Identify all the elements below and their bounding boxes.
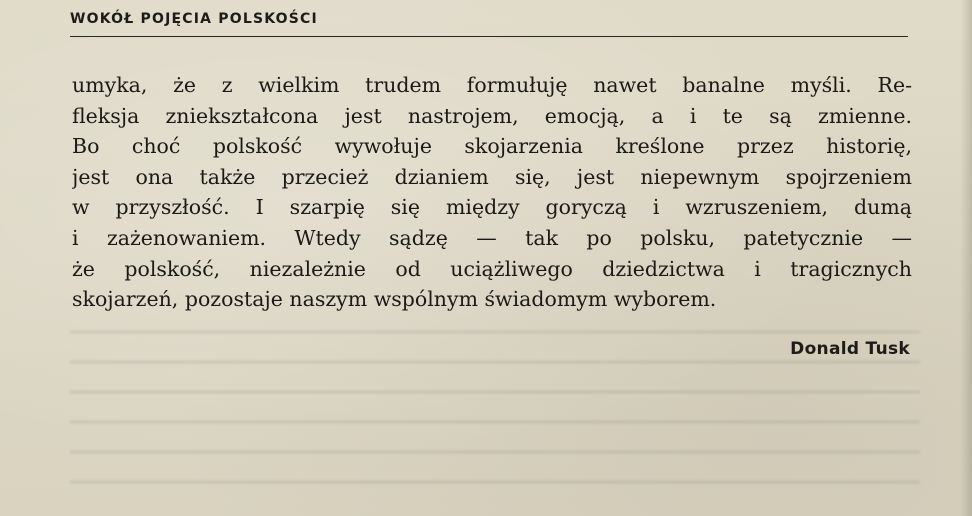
text-line: umyka, że z wielkim trudem formułuję nawet banalne myśli. Re- bbox=[72, 73, 912, 97]
text-line: że polskość, niezależnie od uciążliwego dziedzictwa i tragicznych bbox=[72, 256, 912, 281]
page-edge-shadow bbox=[960, 0, 972, 516]
show-through-texture bbox=[70, 310, 920, 510]
header-rule bbox=[70, 36, 908, 37]
running-header: WOKÓŁ POJĘCIA POLSKOŚCI bbox=[70, 11, 318, 27]
author-signature: Donald Tusk bbox=[790, 339, 910, 359]
text-line: w przyszłość. I szarpię się między goryczą i wzruszeniem, dumą bbox=[72, 195, 912, 220]
text-line: jest ona także przecież dzianiem się, jest niepewnym spojrzeniem bbox=[72, 164, 912, 189]
text-line: i zażenowaniem. Wtedy sądzę — tak po polsku, patetycznie — bbox=[72, 225, 912, 250]
text-line: fleksja zniekształcona jest nastrojem, emocją, a i te są zmienne. bbox=[72, 103, 912, 128]
text-line: Bo choć polskość wywołuje skojarzenia kreślone przez historię, bbox=[72, 134, 912, 159]
body-paragraph bbox=[72, 70, 912, 315]
text-line: skojarzeń, pozostaje naszym wspólnym świadomym wyborem. bbox=[72, 287, 717, 312]
